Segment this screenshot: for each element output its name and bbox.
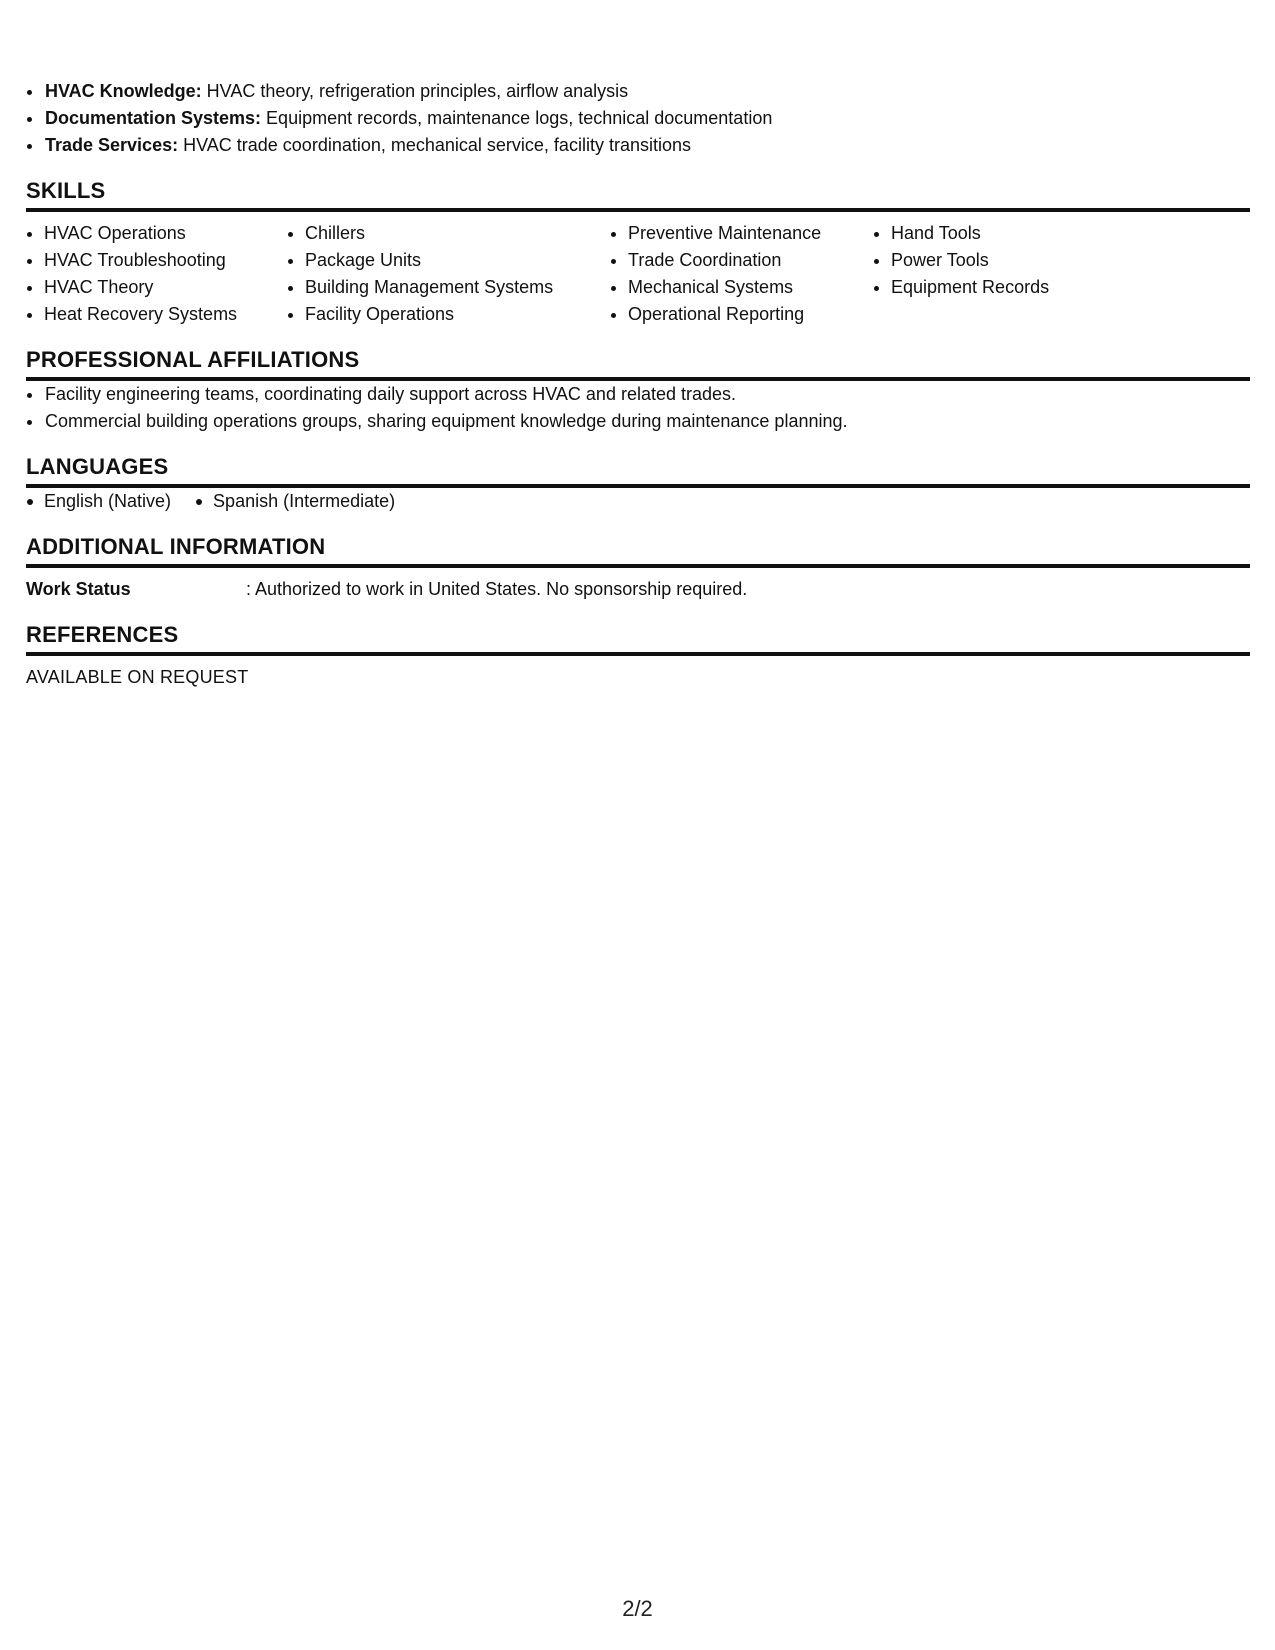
skills-column [287, 220, 592, 328]
list-item [44, 105, 1250, 132]
references-text: AVAILABLE ON REQUEST [26, 667, 249, 687]
skill-item: • HVAC Troubleshooting [44, 247, 269, 274]
skill-item: • Chillers [305, 220, 592, 247]
skill-item: • Preventive Maintenance [628, 220, 855, 247]
languages-section [26, 454, 1250, 515]
skill-item: • Hand Tools [891, 220, 1111, 247]
language-item: Spanish (Intermediate) [195, 488, 395, 515]
item-text: HVAC trade coordination, mechanical service, facility transitions [178, 135, 691, 155]
skill-item: • Package Units [305, 247, 592, 274]
item-text: Equipment records, maintenance logs, technical documentation [261, 108, 773, 128]
item-label: Trade Services: [45, 135, 179, 155]
skills-section [26, 178, 1250, 328]
skill-item: • Power Tools [891, 247, 1111, 274]
skill-item: • Operational Reporting [628, 301, 855, 328]
work-status-label: Work Status [26, 579, 131, 599]
skill-item: • Equipment Records [891, 274, 1111, 301]
work-status-row [26, 568, 1250, 603]
skill-item: • Building Management Systems [305, 274, 592, 301]
list-item: • Commercial building operations groups, sharing equipment knowledge during maintenance planning. [44, 408, 1250, 435]
skill-item: • Heat Recovery Systems [44, 301, 269, 328]
skills-grid [26, 212, 1250, 328]
section-title: ADDITIONAL INFORMATION [26, 534, 1250, 568]
skill-item: • HVAC Operations [44, 220, 269, 247]
skills-column [610, 220, 855, 328]
skill-item: • Trade Coordination [628, 247, 855, 274]
skill-item: • Mechanical Systems [628, 274, 855, 301]
list-item [44, 132, 1250, 159]
item-label: HVAC Knowledge: [45, 81, 202, 101]
languages-list [26, 488, 1250, 515]
affiliations-list [26, 381, 1250, 435]
resume-page [26, 78, 1250, 691]
list-item [44, 78, 1250, 105]
skill-item: • Facility Operations [305, 301, 592, 328]
technical-summary-list [26, 78, 1250, 159]
affiliations-section [26, 347, 1250, 435]
section-title: LANGUAGES [26, 454, 1250, 488]
additional-info-section [26, 534, 1250, 603]
references-section [26, 622, 1250, 691]
language-item: English (Native) [26, 488, 171, 515]
skill-item: • HVAC Theory [44, 274, 269, 301]
section-title: REFERENCES [26, 622, 1250, 656]
item-label: Documentation Systems: [45, 108, 262, 128]
page-number: 2/2 [622, 1596, 653, 1621]
item-text: HVAC theory, refrigeration principles, airflow analysis [201, 81, 629, 101]
list-item: • Facility engineering teams, coordinating daily support across HVAC and related trades. [44, 381, 1250, 408]
skills-column [873, 220, 1111, 328]
skills-column [26, 220, 269, 328]
section-title: SKILLS [26, 178, 1250, 212]
section-title: PROFESSIONAL AFFILIATIONS [26, 347, 1250, 381]
work-status-value: : Authorized to work in United States. No sponsorship required. [246, 579, 748, 599]
